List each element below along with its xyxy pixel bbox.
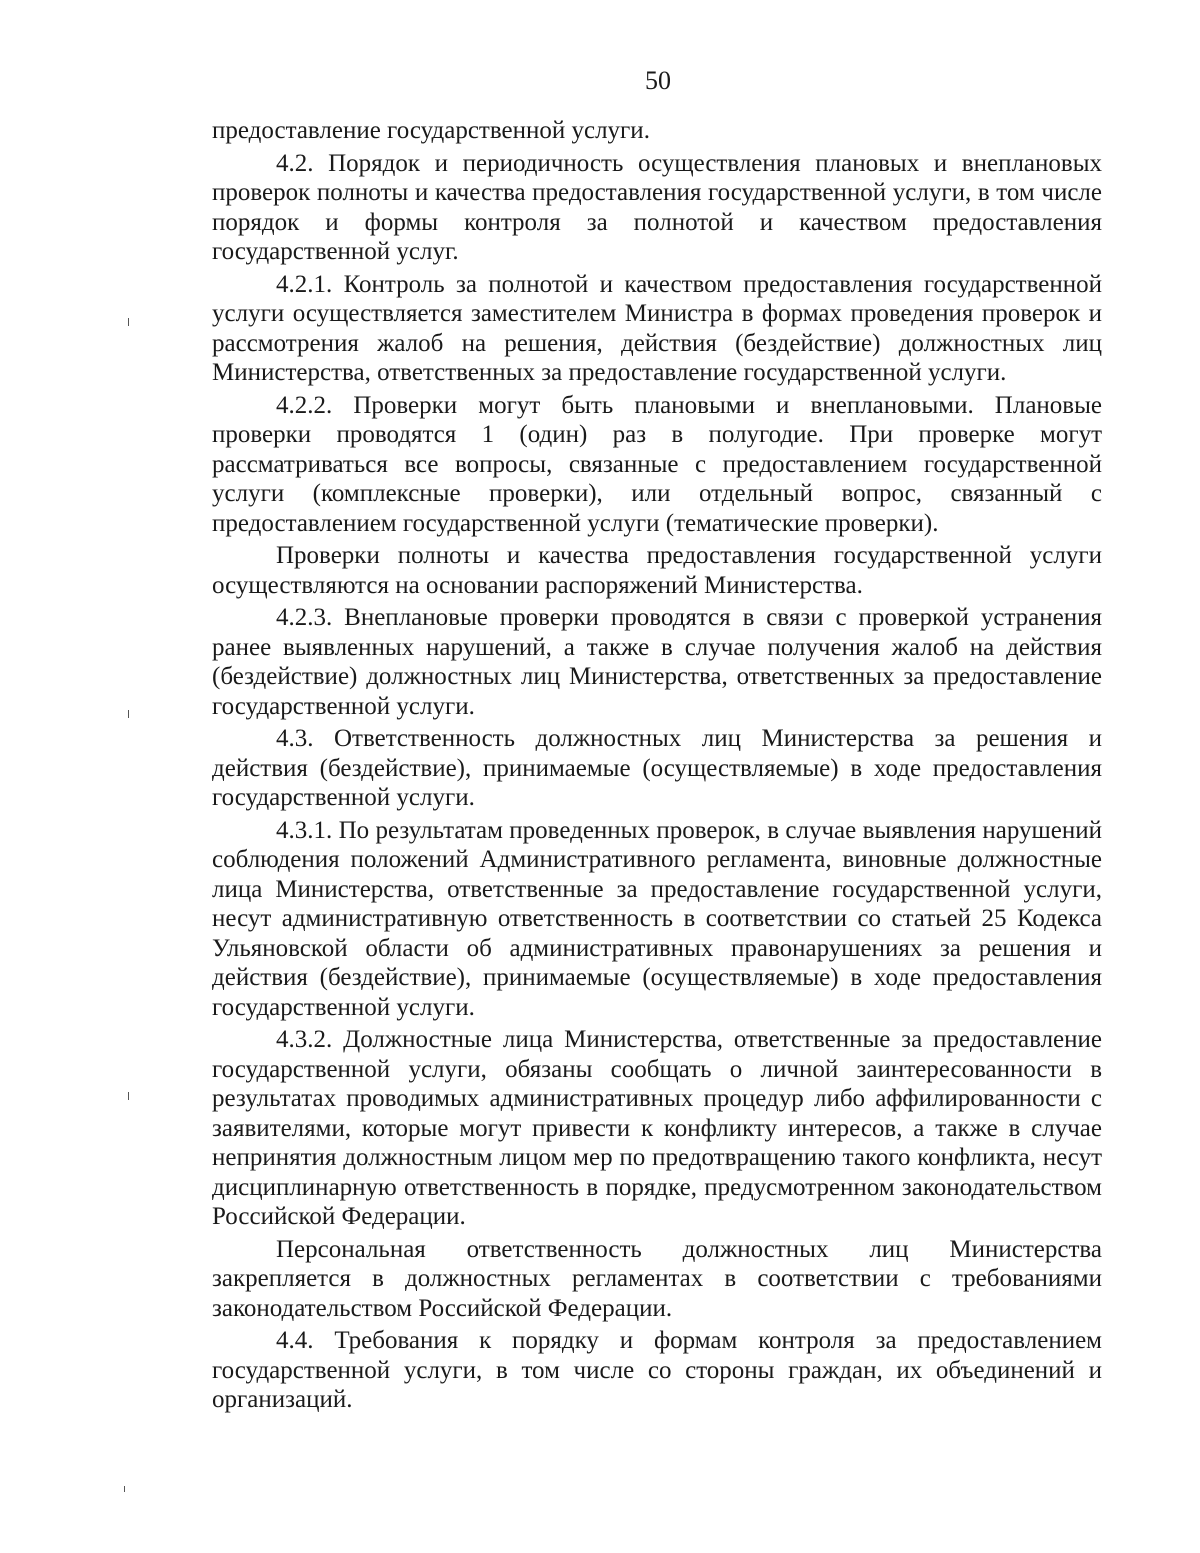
paragraph: 4.2.3. Внеплановые проверки проводятся в связи с проверкой устранения ранее выявленных нарушений, а также в случае получения жалоб на действия (бездействие) должностных лиц Министерства, ответственных за предоставление государственной услуги. xyxy=(212,604,1102,720)
page-number: 50 xyxy=(645,66,671,95)
paragraph: 4.3.1. По результатам проведенных проверок, в случае выявления нарушений соблюдения положений Административного регламента, виновные должностные лица Министерства, ответственные за предоставление государственной услуги, несут административную ответственность в соответствии со статьей 25 Кодекса Ульяновской области об административных правонарушениях за решения и действия (бездействие), принимаемые (осуществляемые) в ходе предоставления государственной услуги. xyxy=(212,816,1102,1021)
paragraph: предоставление государственной услуги. xyxy=(212,117,650,144)
document-body xyxy=(212,116,1102,1415)
paragraph: 4.4. Требования к порядку и формам контроля за предоставлением государственной услуги, в том числе со стороны граждан, их объединений и организаций. xyxy=(212,1327,1102,1413)
paragraph: 4.3. Ответственность должностных лиц Министерства за решения и действия (бездействие), принимаемые (осуществляемые) в ходе предоставления государственной услуги. xyxy=(212,725,1102,811)
paragraph: 4.3.2. Должностные лица Министерства, ответственные за предоставление государственной услуги, обязаны сообщать о личной заинтересованности в результатах проводимых административных процедур либо аффилированности с заявителями, которые могут привести к конфликту интересов, а также в случае непринятия должностным лицом мер по предотвращению такого конфликта, несут дисциплинарную ответственность в порядке, предусмотренном законодательством Российской Федерации. xyxy=(212,1026,1102,1230)
scan-artifact xyxy=(128,710,129,718)
paragraph: 4.2.2. Проверки могут быть плановыми и внеплановыми. Плановые проверки проводятся 1 (один) раз в полугодие. При проверке могут рассматриваться все вопросы, связанные с предоставлением государственной услуги (комплексные проверки), или отдельный вопрос, связанный с предоставлением государственной услуги (тематические проверки). xyxy=(212,391,1102,537)
scan-artifact xyxy=(128,1092,129,1100)
scan-artifact xyxy=(128,318,129,326)
paragraph: Персональная ответственность должностных лиц Министерства закрепляется в должностных регламентах в соответствии с требованиями законодательством Российской Федерации. xyxy=(212,1235,1102,1322)
paragraph: Проверки полноты и качества предоставления государственной услуги осуществляются на основании распоряжений Министерства. xyxy=(212,542,1102,599)
paragraph: 4.2. Порядок и периодичность осуществления плановых и внеплановых проверок полноты и качества предоставления государственной услуги, в том числе порядок и формы контроля за полнотой и качеством предоставления государственной услуг. xyxy=(212,149,1102,265)
scan-artifact xyxy=(124,1486,125,1492)
paragraph: 4.2.1. Контроль за полнотой и качеством предоставления государственной услуги осуществляется заместителем Министра в формах проведения проверок и рассмотрения жалоб на решения, действия (бездействие) должностных лиц Министерства, ответственных за предоставление государственной услуги. xyxy=(212,270,1102,386)
